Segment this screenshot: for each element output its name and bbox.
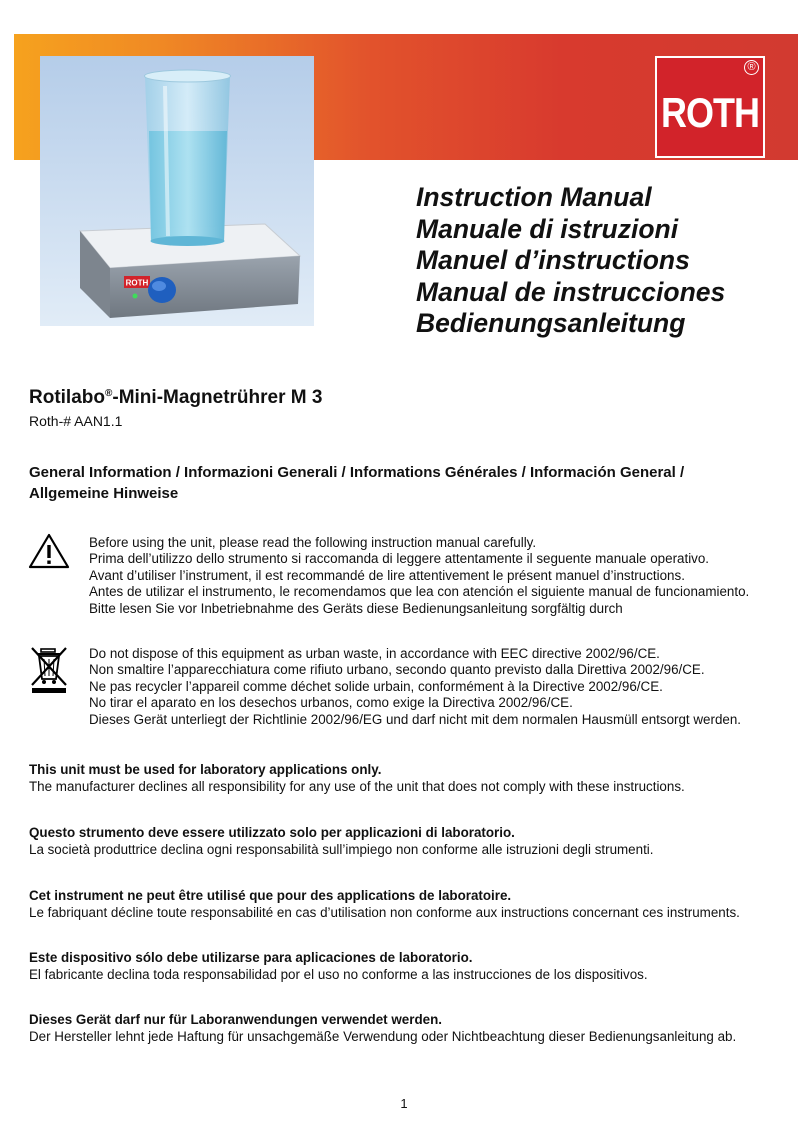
product-photo bbox=[40, 56, 314, 326]
read-manual-notice: Before using the unit, please read the following instruction manual carefully. Prima dell’utilizzo dello strumento si raccomanda di leggere attentamente il seguente manuale operativo. Avant d’utiliser l’instrument, il est recommandé de lire attentivement le présent manuel d’instructions. Antes de utilizar el instrumento, le recomendamos que lea con atención el siguiente manual de funcionamiento. Bitte lesen Sie vor Inbetriebnahme des Geräts diese Bedienungsanleitung sorgfältig durch bbox=[89, 535, 750, 616]
title-english: Instruction Manual bbox=[416, 182, 652, 212]
registered-mark: ® bbox=[744, 60, 759, 75]
svg-text:ROTH: ROTH bbox=[125, 278, 149, 288]
usage-section-italian: Questo strumento deve essere utilizzato solo per applicazioni di laboratorio. La società produttrice declina ogni responsabilità sull’impiego non conforme alle istruzioni degli strumenti. bbox=[29, 825, 654, 857]
usage-section-english: This unit must be used for laboratory applications only. The manufacturer declines all responsibility for any use of the unit that does not comply with these instructions. bbox=[29, 762, 685, 794]
general-info-heading: General Information / Informazioni Generali / Informations Générales / Información General / Allgemeine Hinweise bbox=[29, 464, 685, 502]
title-italian: Manuale di istruzioni bbox=[416, 213, 679, 244]
magnetic-stirrer-illustration bbox=[40, 56, 314, 326]
disposal-notice: Do not dispose of this equipment as urban waste, in accordance with EEC directive 2002/96/CE. Non smaltire l’apparecchiatura come rifiuto urbano, secondo quanto previsto dalla Direttiva 2002/96/CE. Ne pas recycler l’appareil comme déchet solide urbain, conformément à la Directive 2002/96/CE. No tirar el aparato en los desechos urbanos, como exige la Directiva 2002/96/CE. Dieses Gerät unterliegt der Richtlinie 2002/96/EG und darf nicht mit dem normalen Hausmüll entsorgt werden. bbox=[89, 646, 742, 727]
warning-triangle-icon bbox=[28, 533, 70, 569]
usage-section-german: Dieses Gerät darf nur für Laboranwendungen verwendet werden. Der Hersteller lehnt jede Haftung für unsachgemäße Verwendung oder Nichtbeachtung dieser Bedienungsanleitung ab. bbox=[29, 1012, 737, 1044]
roth-number: Roth-# AAN1.1 bbox=[29, 413, 123, 429]
page-number: 1 bbox=[400, 1096, 408, 1111]
usage-section-spanish: Este dispositivo sólo debe utilizarse para aplicaciones de laboratorio. El fabricante declina toda responsabilidad por el uso no conforme a las instrucciones de los dispositivos. bbox=[29, 950, 648, 982]
title-french: Manuel d’instructions bbox=[416, 245, 690, 275]
product-name: Rotilabo®-Mini-Magnetrührer M 3 bbox=[29, 387, 323, 408]
crossed-out-bin-icon bbox=[29, 645, 69, 695]
title-spanish: Manual de instrucciones bbox=[416, 276, 726, 307]
title-german: Bedienungsanleitung bbox=[416, 308, 686, 338]
logo-text: ROTH bbox=[661, 88, 759, 136]
manual-titles bbox=[416, 182, 801, 340]
usage-section-french: Cet instrument ne peut être utilisé que pour des applications de laboratoire. Le fabriquant décline toute responsabilité en cas d’utilisation non conforme aux instructions concernant ces instruments. bbox=[29, 888, 740, 920]
roth-logo bbox=[655, 56, 765, 158]
